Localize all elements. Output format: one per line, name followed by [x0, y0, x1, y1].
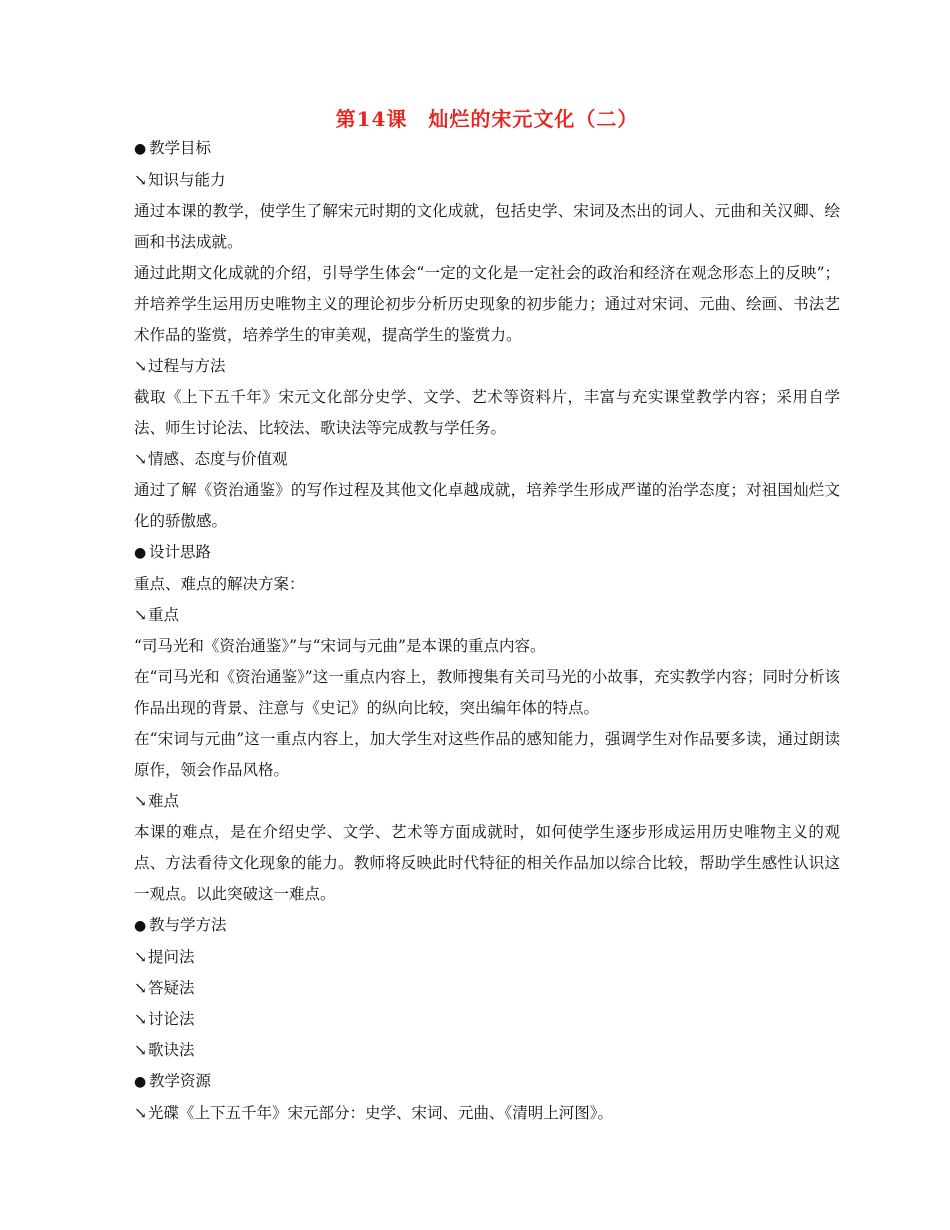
resource-item: ↘光碟《上下五千年》宋元部分：史学、宋词、元曲、《清明上河图》。: [134, 1098, 840, 1129]
subheading-knowledge: ↘知识与能力: [134, 165, 840, 196]
bullet-icon: ●: [134, 141, 147, 157]
section-heading-goals: ● 教学目标: [134, 133, 840, 165]
section-heading-methods: ● 教与学方法: [134, 910, 840, 942]
document-page: [134, 105, 840, 1129]
subheading-process: ↘过程与方法: [134, 351, 840, 382]
subheading-values: ↘情感、态度与价值观: [134, 444, 840, 475]
bullet-icon: ●: [134, 1074, 147, 1090]
method-item: ↘讨论法: [134, 1004, 840, 1035]
method-item: ↘歌诀法: [134, 1035, 840, 1066]
section-heading-resources: ● 教学资源: [134, 1066, 840, 1098]
arrow-icon: ↘: [134, 948, 147, 966]
paragraph: 通过本课的教学，使学生了解宋元时期的文化成就，包括史学、宋词及杰出的词人、元曲和关汉卿、绘画和书法成就。: [134, 202, 840, 251]
paragraph: 本课的难点，是在介绍史学、文学、艺术等方面成就时，如何使学生逐步形成运用历史唯物主义的观点、方法看待文化现象的能力。教师将反映此时代特征的相关作品加以综合比较，帮助学生感性认识这一观点。以此突破这一难点。: [134, 823, 840, 903]
bullet-icon: ●: [134, 918, 147, 934]
section-heading-design: ● 设计思路: [134, 537, 840, 569]
paragraph: 截取《上下五千年》宋元文化部分史学、文学、艺术等资料片，丰富与充实课堂教学内容；采用自学法、师生讨论法、比较法、歌诀法等完成教与学任务。: [134, 388, 840, 437]
subheading-key-points: ↘重点: [134, 600, 840, 631]
arrow-icon: ↘: [134, 1104, 147, 1122]
arrow-icon: ↘: [134, 1010, 147, 1028]
document-title: 第14课 灿烂的宋元文化（二）: [335, 107, 639, 131]
bullet-icon: ●: [134, 545, 147, 561]
paragraph: 在“宋词与元曲”这一重点内容上，加大学生对这些作品的感知能力，强调学生对作品要多读，通过朗读原作，领会作品风格。: [134, 730, 840, 779]
arrow-icon: ↘: [134, 450, 147, 468]
arrow-icon: ↘: [134, 792, 147, 810]
paragraph: 通过此期文化成就的介绍，引导学生体会“一定的文化是一定社会的政治和经济在观念形态上的反映”；并培养学生运用历史唯物主义的理论初步分析历史现象的初步能力；通过对宋词、元曲、绘画、书法艺术作品的鉴赏，培养学生的审美观，提高学生的鉴赏力。: [134, 264, 840, 344]
arrow-icon: ↘: [134, 357, 147, 375]
subheading-difficulties: ↘难点: [134, 786, 840, 817]
paragraph: “司马光和《资治通鉴》”与“宋词与元曲”是本课的重点内容。: [134, 637, 546, 655]
arrow-icon: ↘: [134, 171, 147, 189]
method-item: ↘答疑法: [134, 973, 840, 1004]
arrow-icon: ↘: [134, 606, 147, 624]
paragraph: 重点、难点的解决方案：: [134, 575, 305, 593]
arrow-icon: ↘: [134, 1041, 147, 1059]
paragraph: 在“司马光和《资治通鉴》”这一重点内容上，教师搜集有关司马光的小故事，充实教学内容；同时分析该作品出现的背景、注意与《史记》的纵向比较，突出编年体的特点。: [134, 668, 840, 717]
arrow-icon: ↘: [134, 979, 147, 997]
method-item: ↘提问法: [134, 942, 840, 973]
paragraph: 通过了解《资治通鉴》的写作过程及其他文化卓越成就，培养学生形成严谨的治学态度；对祖国灿烂文化的骄傲感。: [134, 481, 840, 530]
